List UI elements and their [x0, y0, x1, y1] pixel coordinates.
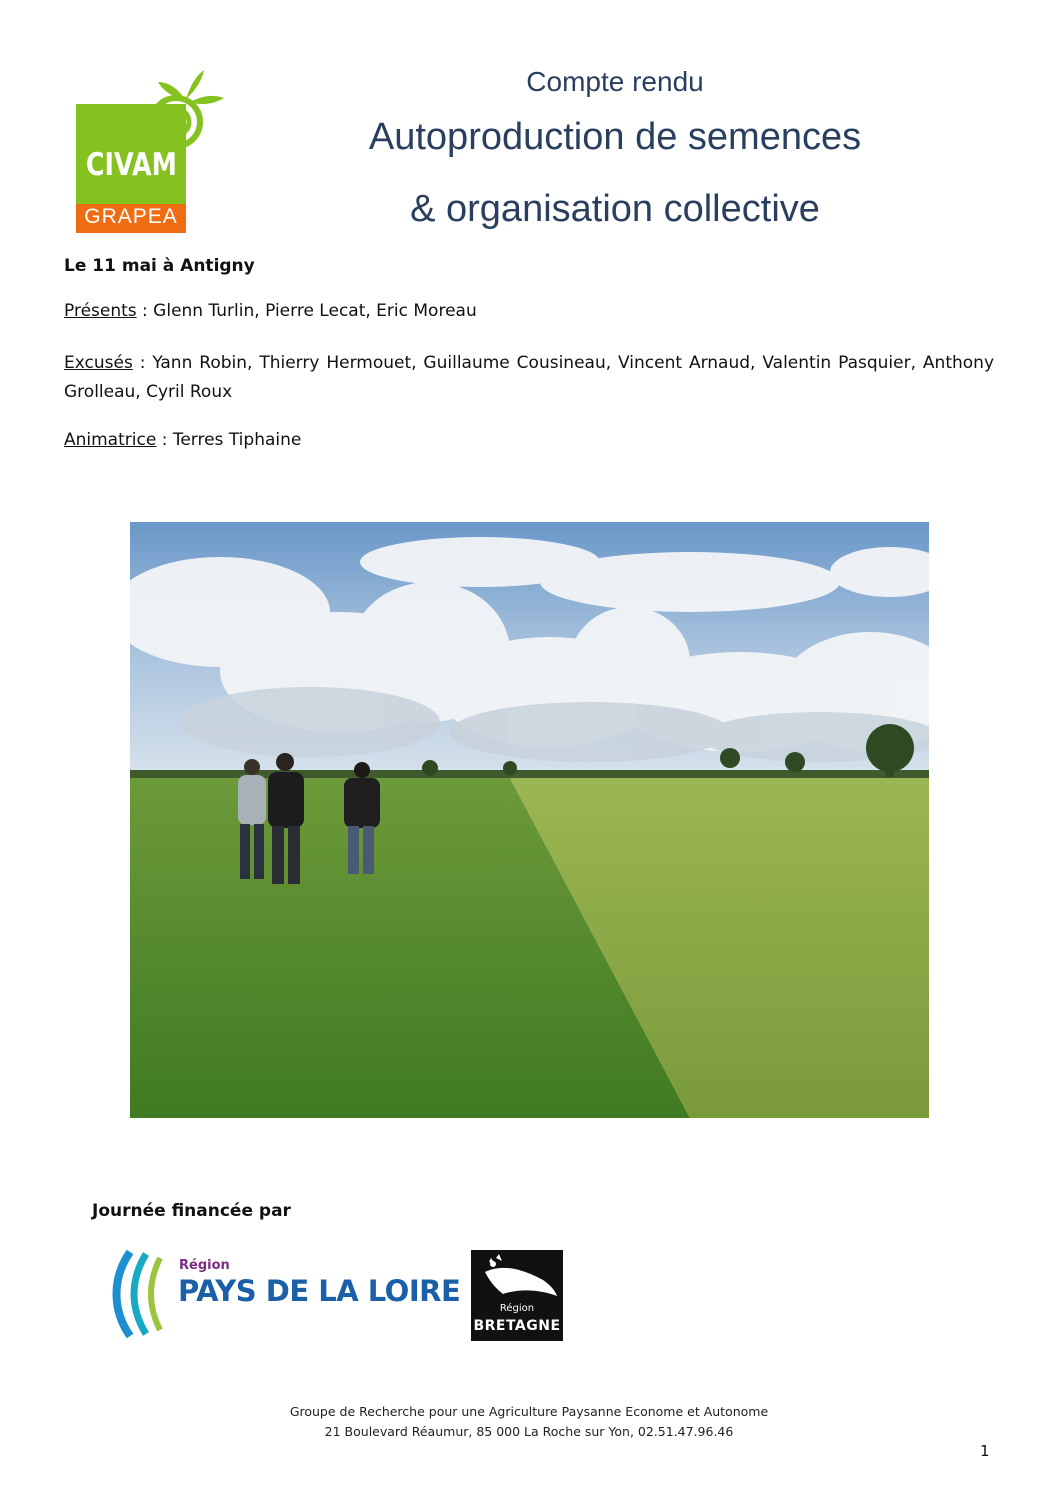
bzh-region-label: Région	[499, 1303, 535, 1314]
logo-subname: GRAPEA	[84, 205, 178, 228]
civam-logo	[76, 64, 221, 234]
bzh-name: BRETAGNE	[473, 1318, 561, 1334]
presents-value: : Glenn Turlin, Pierre Lecat, Eric Moreau	[136, 301, 477, 321]
footer	[200, 1402, 858, 1442]
ermine-icon	[471, 1250, 563, 1306]
pdl-region-label: Région	[179, 1258, 230, 1273]
animatrice-line	[64, 426, 994, 455]
footer-line-1: Groupe de Recherche pour une Agriculture Paysanne Econome et Autonome	[289, 1404, 769, 1419]
animatrice-label: Animatrice	[64, 430, 157, 450]
footer-line-2: 21 Boulevard Réaumur, 85 000 La Roche sur Yon, 02.51.47.96.46	[324, 1424, 734, 1439]
title-line-2: & organisation collective	[410, 188, 820, 230]
field-photo-icon	[130, 522, 929, 1118]
page-number: 1	[980, 1442, 990, 1460]
animatrice-value: : Terres Tiphaine	[156, 430, 302, 450]
excuses-label: Excusés	[64, 353, 133, 373]
bretagne-logo	[471, 1250, 563, 1341]
field-photo	[130, 522, 929, 1118]
document-title	[300, 62, 930, 240]
document-subtitle: Compte rendu	[526, 66, 704, 97]
excuses-line	[64, 349, 994, 407]
title-line-1: Autoproduction de semences	[368, 116, 862, 158]
presents-label: Présents	[64, 301, 137, 321]
pdl-name: PAYS DE LA LOIRE	[178, 1274, 461, 1308]
pays-de-la-loire-logo	[112, 1248, 461, 1340]
presents-line	[64, 297, 994, 326]
logo-name: CIVAM	[85, 147, 177, 183]
meeting-date: Le 11 mai à Antigny	[64, 256, 255, 276]
pdl-arcs-icon	[112, 1248, 172, 1340]
financing-label: Journée financée par	[92, 1201, 291, 1221]
excuses-value: : Yann Robin, Thierry Hermouet, Guillaume Cousineau, Vincent Arnaud, Valentin Pasquier, Anthony Grolleau, Cyril Roux	[64, 353, 994, 402]
